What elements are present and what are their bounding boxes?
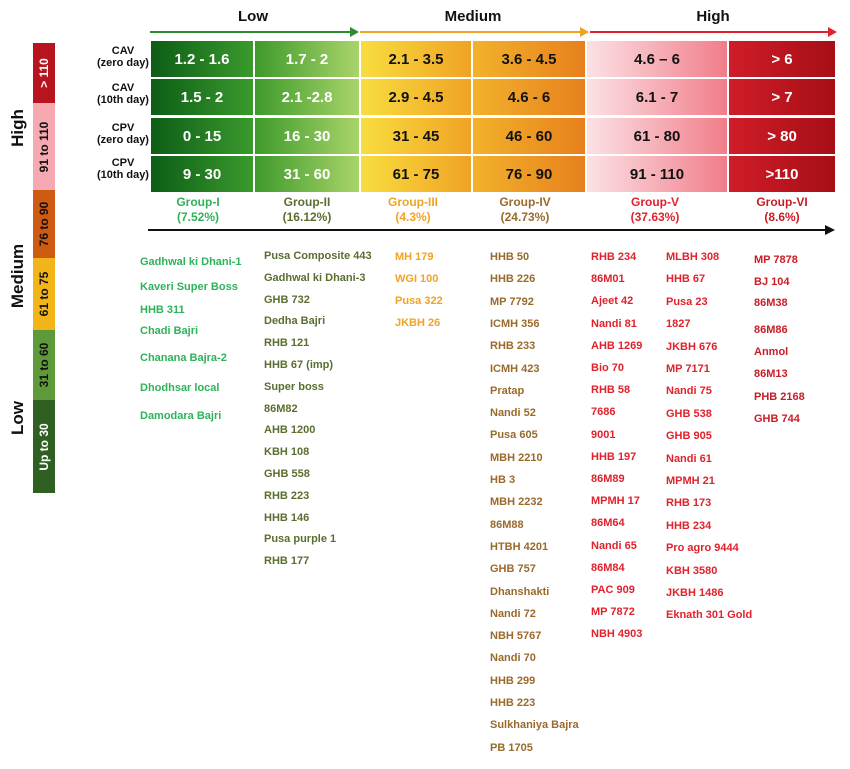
row-label-main: CAV [111,82,135,94]
variety-item: GHB 732 [264,293,310,306]
legend-segment [33,400,55,493]
variety-item: 86M13 [754,368,788,380]
variety-item: Kaveri Super Boss [140,281,238,293]
variety-item: Bio 70 [591,362,625,374]
variety-item: RHB 223 [264,489,310,502]
variety-item: MBH 2232 [490,496,543,509]
range-cell: > 7 [728,78,836,116]
variety-item: NBH 4903 [591,628,643,641]
variety-item: HB 3 [490,474,516,486]
row-label-sub: (10th day) [97,94,149,106]
row-label-cav-tenth [88,82,158,106]
variety-item: Pusa 322 [395,295,443,307]
variety-item: Nandi 81 [591,317,637,330]
range-arrow-medium [360,31,580,33]
range-label-high: High [696,8,730,25]
group-name: Group-I [176,195,220,209]
row-label-main: CAV [111,45,135,57]
variety-item: HHB 67 [666,273,706,286]
variety-item: Nandi 52 [490,407,536,420]
row-label-cpv-tenth [88,157,158,181]
variety-item: MP 7878 [754,254,798,266]
group-header [358,195,468,225]
variety-item: Super boss [264,380,324,393]
legend-segment-label: 61 to 75 [37,271,51,317]
range-cell: 1.5 - 2 [150,78,254,116]
variety-item: HHB 67 (imp) [264,359,334,371]
variety-item: PHB 2168 [754,391,805,403]
group-axis-arrowhead [825,225,835,235]
variety-item: JKBH 26 [395,317,441,329]
variety-item: 86M86 [754,324,788,336]
range-cell: 4.6 – 6 [586,40,728,78]
group-percent: (4.3%) [395,210,431,224]
variety-item: Nandi 75 [666,385,712,398]
variety-item: Nandi 70 [490,652,536,665]
variety-item: MPMH 21 [666,475,715,487]
variety-item: Pro agro 9444 [666,542,739,555]
range-cell: 2.1 -2.8 [254,78,360,116]
legend-segment-label: > 110 [37,58,51,88]
variety-item: HHB 197 [591,450,637,463]
variety-item: GHB 558 [264,468,310,480]
variety-item: RHB 233 [490,340,536,353]
variety-item: MP 7872 [591,606,635,619]
variety-item: Pusa Composite 443 [264,250,372,262]
variety-item: Eknath 301 Gold [666,609,753,622]
variety-item: MP 7171 [666,363,710,375]
range-cell: 16 - 30 [254,117,360,155]
variety-item: HHB 234 [666,519,712,532]
group-percent: (24.73%) [500,210,550,224]
group-percent: (7.52%) [176,210,220,224]
group-percent: (8.6%) [764,210,800,224]
variety-item: Nandi 65 [591,539,637,552]
range-cell: 2.1 - 3.5 [360,40,472,78]
variety-item: BJ 104 [754,276,790,288]
variety-item: 86M88 [490,518,524,531]
legend-segment-label: 31 to 60 [37,342,51,388]
variety-item: HHB 311 [140,304,185,316]
legend-segment-label: 76 to 90 [37,201,51,247]
range-cell: 91 - 110 [586,155,728,193]
range-cell: 9 - 30 [150,155,254,193]
variety-item: Pusa 605 [490,429,538,442]
range-label-medium: Medium [444,8,502,25]
variety-item: Pusa 23 [666,295,708,308]
range-cell: 1.2 - 1.6 [150,40,254,78]
variety-item: 86M82 [264,402,298,415]
group-percent: (37.63%) [630,210,680,224]
variety-item: Anmol [754,346,789,358]
variety-item: RHB 58 [591,384,631,397]
legend-segment [33,258,55,330]
legend-segment [33,43,55,103]
variety-item: ICMH 356 [490,317,540,330]
group-header [727,195,837,225]
group-name: Group-V [631,195,679,209]
variety-item: Damodara Bajri [140,410,222,422]
variety-item: MBH 2210 [490,451,543,464]
variety-item: WGI 100 [395,273,439,285]
range-cell: > 6 [728,40,836,78]
legend-segment [33,330,55,400]
variety-item: HHB 299 [490,674,536,687]
range-cell: 76 - 90 [472,155,586,193]
variety-item: Pusa purple 1 [264,533,337,546]
range-cell: 31 - 45 [360,117,472,155]
legend-segment-label: 91 to 110 [37,121,51,172]
variety-item: JKBH 1486 [666,587,724,599]
range-cell: 1.7 - 2 [254,40,360,78]
variety-item: MPMH 17 [591,495,640,508]
variety-item: ICMH 423 [490,362,540,375]
group-name: Group-VI [756,195,808,209]
range-cell: 31 - 60 [254,155,360,193]
variety-item: RHB 121 [264,337,310,350]
row-label-cav-zero [88,45,158,69]
group-header [143,195,253,225]
variety-item: Nandi 72 [490,607,536,620]
legend-category-low: Low [8,401,27,435]
variety-item: Dedha Bajri [264,315,326,328]
group-header [470,195,580,225]
row-label-main: CPV [111,122,135,134]
variety-item: RHB 173 [666,497,712,510]
variety-item: 9001 [591,428,616,441]
variety-item: JKBH 676 [666,340,718,353]
group-axis-arrow [148,229,825,231]
range-cell: > 80 [728,117,836,155]
variety-item: MLBH 308 [666,251,720,263]
row-label-main: CPV [111,157,135,169]
legend-segment-label: Up to 30 [37,422,51,471]
range-arrowhead-low [350,27,359,37]
range-cell: 61 - 80 [586,117,728,155]
range-arrowhead-high [828,27,837,37]
legend-segment [33,190,55,258]
range-cell: 6.1 - 7 [586,78,728,116]
variety-item: HHB 146 [264,511,310,524]
range-arrow-low [150,31,350,33]
variety-item: 7686 [591,406,616,419]
range-cell: 2.9 - 4.5 [360,78,472,116]
variety-item: Chanana Bajra-2 [140,352,227,364]
variety-item: NBH 5767 [490,630,542,643]
legend-category-medium: Medium [8,243,27,309]
range-cell: 0 - 15 [150,117,254,155]
variety-item: Chadi Bajri [140,325,199,337]
variety-item: HHB 50 [490,251,530,263]
legend-category-high: High [8,109,27,147]
variety-item: HHB 226 [490,273,536,286]
group-header [600,195,710,225]
variety-item: Nandi 61 [666,452,712,465]
variety-item: PAC 909 [591,584,635,596]
range-cell: 46 - 60 [472,117,586,155]
variety-item: HHB 223 [490,697,536,709]
range-cell: 3.6 - 4.5 [472,40,586,78]
variety-item: MH 179 [395,251,434,263]
variety-item: GHB 757 [490,563,536,576]
range-cell: >110 [728,155,836,193]
variety-item: PB 1705 [490,741,533,754]
group-name: Group-III [388,195,438,209]
range-cell: 4.6 - 6 [472,78,586,116]
range-label-low: Low [238,8,268,25]
variety-item: KBH 108 [264,446,310,459]
variety-item: 86M38 [754,297,788,309]
variety-item: 86M01 [591,273,625,286]
variety-item: 86M89 [591,473,625,485]
variety-item: Dhodhsar local [140,382,220,394]
range-arrow-high [590,31,828,33]
variety-item: GHB 905 [666,430,712,443]
variety-item: 1827 [666,318,691,331]
variety-item: GHB 538 [666,407,712,420]
variety-item: Gadhwal ki Dhani-3 [264,271,366,284]
group-name: Group-IV [499,195,551,209]
row-label-sub: (zero day) [97,57,149,69]
variety-item: 86M84 [591,561,625,574]
variety-item: KBH 3580 [666,564,718,577]
variety-item: Ajeet 42 [591,295,634,308]
variety-item: AHB 1200 [264,424,316,437]
row-label-cpv-zero [88,122,158,146]
legend-segment [33,103,55,190]
row-label-sub: (zero day) [97,134,149,146]
variety-item: Gadhwal ki Dhani-1 [140,256,242,268]
row-label-sub: (10th day) [97,169,149,181]
variety-item: MP 7792 [490,295,534,308]
variety-item: HTBH 4201 [490,540,549,553]
variety-item: Sulkhaniya Bajra [490,719,579,732]
variety-item: Pratap [490,384,525,397]
variety-item: 86M64 [591,517,625,530]
range-cell: 61 - 75 [360,155,472,193]
group-name: Group-II [283,195,331,209]
variety-item: GHB 744 [754,413,800,425]
range-arrowhead-medium [580,27,589,37]
variety-item: RHB 177 [264,555,310,568]
group-percent: (16.12%) [282,210,332,224]
group-header [252,195,362,225]
variety-item: AHB 1269 [591,339,643,352]
variety-item: RHB 234 [591,251,637,263]
variety-item: Dhanshakti [490,585,550,598]
